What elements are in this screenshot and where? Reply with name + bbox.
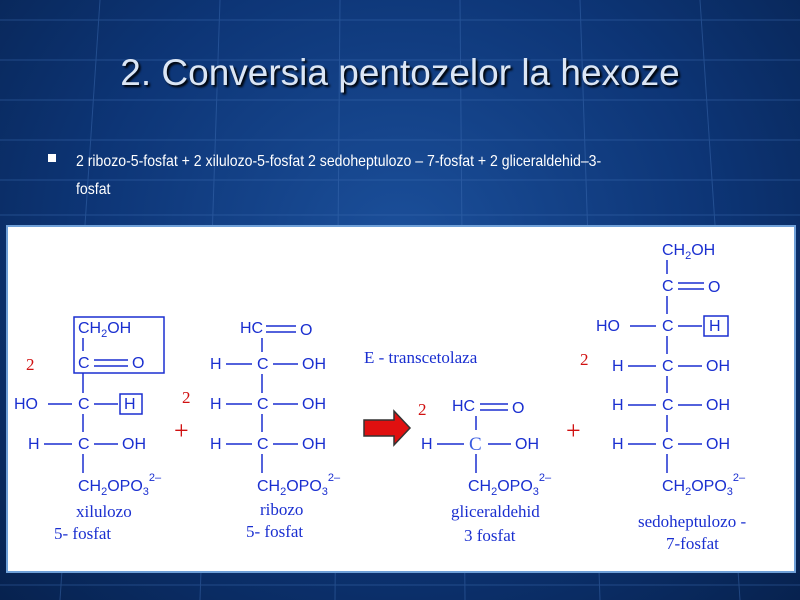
gl-ch2opo3: $CH_2OPO_3^{2-}$ bbox=[468, 472, 552, 498]
label-ribozo-sub: 5- fosfat bbox=[246, 522, 304, 541]
rib-ch2opo3: $CH_2OPO_3^{2-}$ bbox=[257, 472, 341, 498]
label-ribozo: ribozo bbox=[260, 500, 304, 519]
xil-h4: H bbox=[28, 436, 40, 453]
gl-h: H bbox=[421, 436, 433, 453]
label-glicer-sub: 3 fosfat bbox=[464, 526, 516, 545]
gl-hc: HC bbox=[452, 398, 476, 415]
xil-ho: HO bbox=[14, 396, 38, 413]
label-xilulozo: xilulozo bbox=[76, 502, 132, 521]
coef-ribozo: 2 bbox=[182, 388, 191, 407]
xil-c2: C bbox=[78, 355, 90, 372]
sed-o: O bbox=[708, 279, 721, 296]
sed-ch2opo3: $CH_2OPO_3^{2-}$ bbox=[662, 472, 746, 498]
coef-xilulozo: 2 bbox=[26, 355, 35, 374]
sed-h4: H bbox=[612, 358, 624, 375]
rib-oh3: OH bbox=[302, 396, 326, 413]
sed-c6: C bbox=[662, 436, 674, 453]
sed-ho: HO bbox=[596, 318, 620, 335]
plus-1: + bbox=[174, 416, 189, 445]
rib-c2: C bbox=[257, 356, 269, 373]
reaction-arrow-icon bbox=[364, 411, 410, 445]
rib-c3: C bbox=[257, 396, 269, 413]
rib-oh2: OH bbox=[302, 356, 326, 373]
xil-ch2oh: $CH_2OH$ bbox=[78, 320, 132, 340]
sed-h6: H bbox=[612, 436, 624, 453]
reaction-diagram-panel bbox=[6, 225, 796, 573]
reaction-diagram bbox=[8, 227, 794, 571]
reaction-equation-continued: fosfat bbox=[76, 181, 111, 198]
rib-oh4: OH bbox=[302, 436, 326, 453]
sed-oh5: OH bbox=[706, 397, 730, 414]
gl-c: C bbox=[469, 434, 482, 455]
rib-h3: H bbox=[210, 396, 222, 413]
coef-glicer: 2 bbox=[418, 400, 427, 419]
sed-h5: H bbox=[612, 397, 624, 414]
xil-c4: C bbox=[78, 436, 90, 453]
gl-o: O bbox=[512, 400, 525, 417]
gl-oh: OH bbox=[515, 436, 539, 453]
plus-2: + bbox=[566, 416, 581, 445]
rib-h4: H bbox=[210, 436, 222, 453]
rib-h2: H bbox=[210, 356, 222, 373]
slide-title: 2. Conversia pentozelor la hexoze bbox=[120, 52, 680, 93]
sed-ch2oh: $CH_2OH$ bbox=[662, 242, 716, 262]
sed-c5: C bbox=[662, 397, 674, 414]
sed-c2: C bbox=[662, 278, 674, 295]
reaction-equation: 2 ribozo-5-fosfat + 2 xilulozo-5-fosfat 2 sedoheptulozo – 7-fosfat + 2 gliceraldehid–3- bbox=[76, 153, 602, 170]
enzyme-label: E - transcetolaza bbox=[364, 348, 478, 367]
xil-ch2opo3: $CH_2OPO_3^{2-}$ bbox=[78, 472, 162, 498]
label-glicer: gliceraldehid bbox=[451, 502, 540, 521]
label-sedo-sub: 7-fosfat bbox=[666, 534, 719, 553]
rib-o: O bbox=[300, 322, 313, 339]
rib-hc: HC bbox=[240, 320, 264, 337]
xil-o: O bbox=[132, 355, 145, 372]
label-sedo: sedoheptulozo - bbox=[638, 512, 747, 531]
xil-c3: C bbox=[78, 396, 90, 413]
rib-c4: C bbox=[257, 436, 269, 453]
sed-h3: H bbox=[709, 318, 721, 335]
sed-c4: C bbox=[662, 358, 674, 375]
sed-oh6: OH bbox=[706, 436, 730, 453]
sed-c3: C bbox=[662, 318, 674, 335]
label-xilulozo-sub: 5- fosfat bbox=[54, 524, 112, 543]
xil-h3: H bbox=[124, 396, 136, 413]
xil-oh4: OH bbox=[122, 436, 146, 453]
bullet-square-icon bbox=[48, 154, 56, 162]
sed-oh4: OH bbox=[706, 358, 730, 375]
coef-sedo: 2 bbox=[580, 350, 589, 369]
